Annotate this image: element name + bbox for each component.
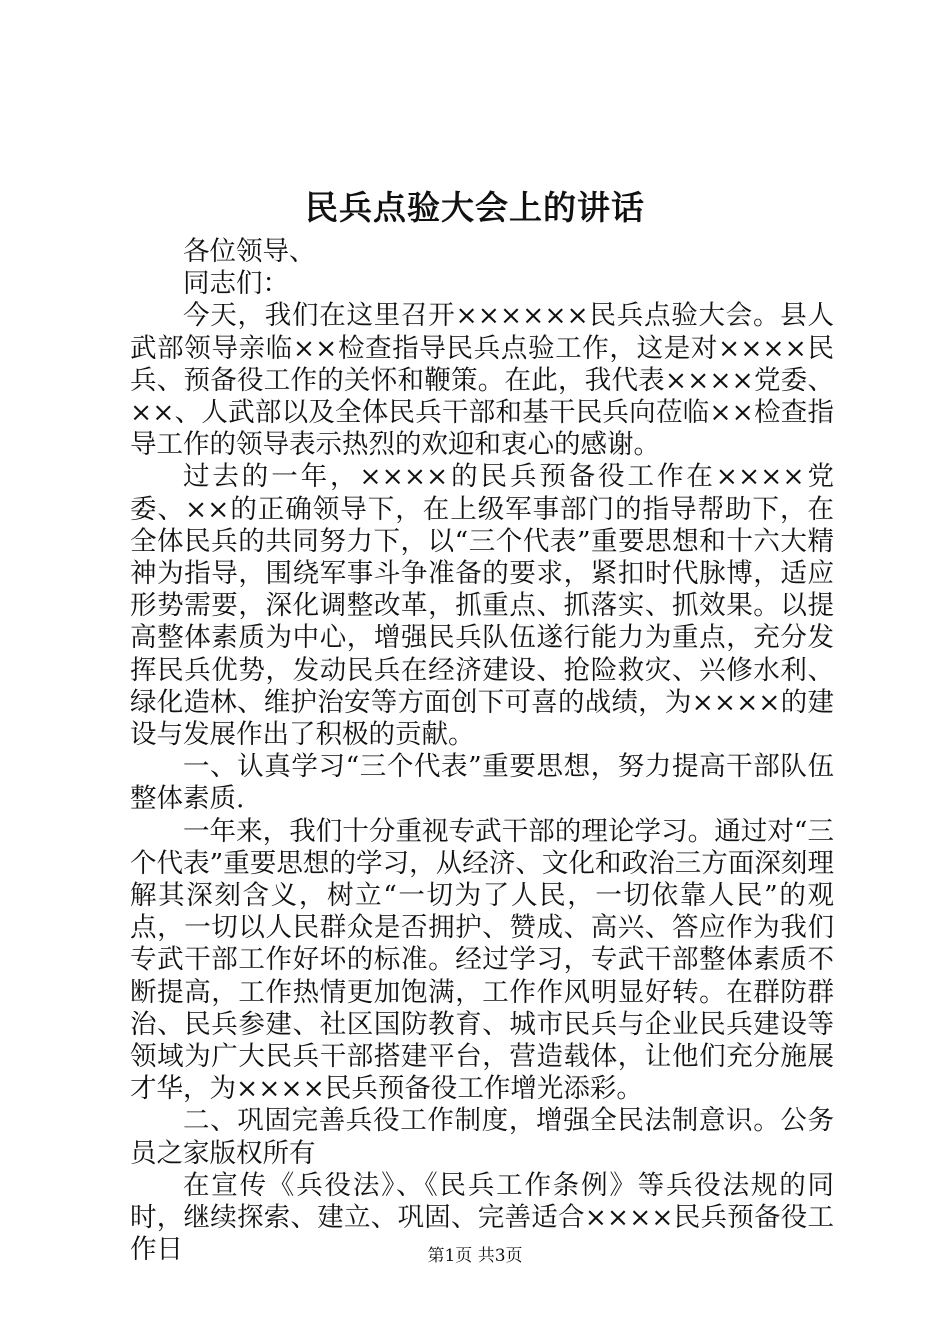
section-heading-1: 一、认真学习“三个代表”重要思想，努力提高干部队伍整体素质. [130, 751, 834, 815]
document-title: 民兵点验大会上的讲话 [305, 188, 645, 227]
salutation-line-2: 同志们： [183, 268, 289, 300]
paragraph-study: 一年来，我们十分重视专武干部的理论学习。通过对“三个代表”重要思想的学习，从经济、文化和政治三方面深刻理解其深刻含义，树立“一切为了人民，一切依靠人民”的观点，一切以人民群众是否拥护、赞成、高兴、答应作为我们专武干部工作好坏的标准。经过学习，专武干部整体素质不断提高，工作热情更加饱满，工作作风明显好转。在群防群治、民兵参建、社区国防教育、城市民兵与企业民兵建设等领域为广大民兵干部搭建平台，营造载体，让他们充分施展才华，为××××民兵预备役工作增光添彩。 [130, 815, 834, 1105]
page-number-footer: 第1页 共3页 [427, 1246, 523, 1266]
salutation-line-1: 各位领导、 [183, 236, 316, 267]
paragraph-law: 在宣传《兵役法》、《民兵工作条例》等兵役法规的同时，继续探索、建立、巩固、完善适合××××民兵预备役工作日 [130, 1169, 834, 1266]
section-heading-2: 二、巩固完善兵役工作制度，增强全民法制意识。公务员之家版权所有 [130, 1105, 834, 1169]
document-body [130, 236, 834, 1267]
paragraph-review: 过去的一年，××××的民兵预备役工作在××××党委、××的正确领导下，在上级军事部门的指导帮助下，在全体民兵的共同努力下，以“三个代表”重要思想和十六大精神为指导，围绕军事斗争准备的要求，紧扣时代脉博，适应形势需要，深化调整改革，抓重点、抓落实、抓效果。以提高整体素质为中心，增强民兵队伍遂行能力为重点，充分发挥民兵优势，发动民兵在经济建设、抢险救灾、兴修水利、绿化造林、维护治安等方面创下可喜的战绩，为××××的建设与发展作出了积极的贡献。 [130, 461, 834, 751]
paragraph-opening: 今天，我们在这里召开××××××民兵点验大会。县人武部领导亲临××检查指导民兵点验工作，这是对××××民兵、预备役工作的关怀和鞭策。在此，我代表××××党委、××、人武部以及全体民兵干部和基干民兵向莅临××检查指导工作的领导表示热烈的欢迎和衷心的感谢。 [130, 300, 834, 461]
